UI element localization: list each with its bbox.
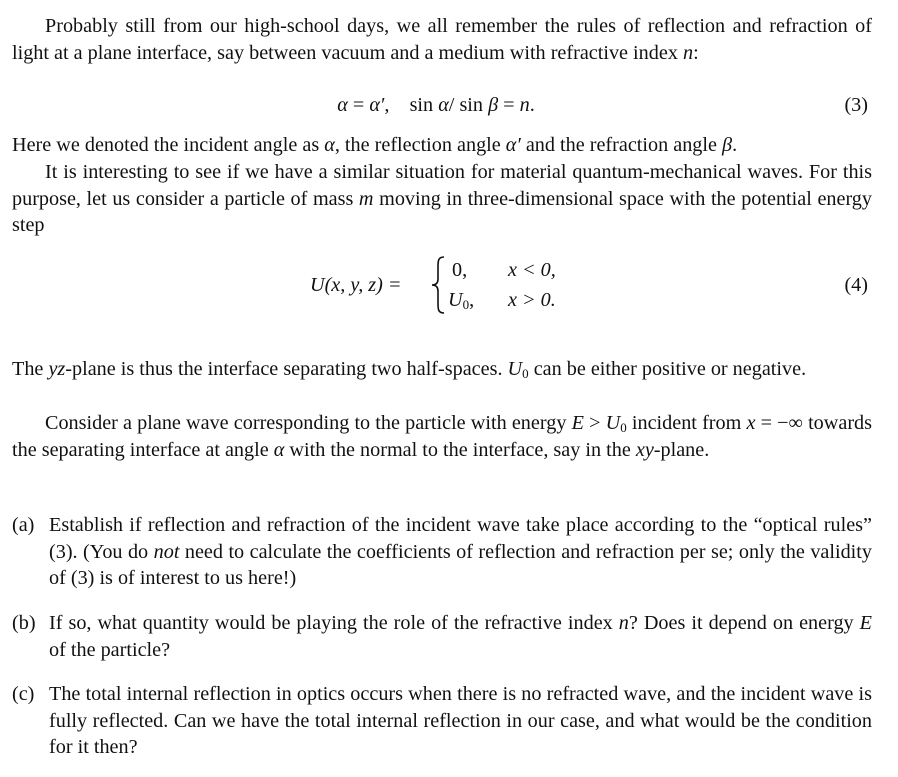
wave-U-sub: 0 [620, 420, 627, 435]
eq4-case2-cond: x > 0. [508, 289, 556, 311]
eq3-sin: sin [409, 94, 439, 116]
wave-E: E [571, 412, 584, 434]
angles-text-3: and the refraction angle [520, 134, 723, 156]
eq3-slash-sin: / sin [448, 94, 489, 116]
equation-3-body [6, 91, 866, 119]
angles-end: . [732, 134, 738, 156]
quantum-text-1: It is interesting to see if we have a similar situation for material quantum-mechanical waves. For this purpose, let us consider a particle of mass [12, 161, 872, 210]
angles-text-2: , the reflection angle [334, 134, 506, 156]
wave-text-1: Consider a plane wave corresponding to the particle with energy [45, 412, 572, 434]
intro-end: : [693, 41, 699, 64]
plane-text-1: -plane is thus the interface separating two half-spaces. [65, 358, 508, 380]
quantum-text-2: moving in three-dimensional space with the potential energy step [12, 187, 872, 237]
eq4-case2-value: $U_0$, [448, 289, 475, 312]
question-a [12, 512, 872, 592]
eq3-beta: β [488, 94, 499, 116]
eq4-lhs: U(x, y, z) = [310, 274, 402, 296]
quantum-m: m [358, 187, 374, 210]
angles-alpha: α [324, 134, 335, 156]
question-a-label: (a) [12, 514, 35, 536]
eq3-a: α [438, 94, 449, 116]
eq4-case1-value: 0, [452, 259, 468, 281]
question-c [12, 681, 872, 761]
equation-3-number: (3) [844, 94, 868, 116]
wave-text-2: incident from [626, 412, 747, 434]
question-b-n: n [618, 612, 629, 634]
brace-icon [430, 255, 446, 315]
question-b-label: (b) [12, 612, 36, 634]
plane-U: U [507, 358, 523, 380]
eq3-period: . [529, 94, 535, 116]
question-a-text: Establish if reflection and refraction of the incident wave take place according to the “optical rules” (3). (You do not need to calculate the coefficients of reflection and refraction per se; only the validity of (3) is of interest to us here!) [49, 514, 872, 590]
eq4-case1-cond: x < 0, [508, 259, 556, 281]
wave-eq: = −∞ towards the separating interface at angle [12, 412, 872, 461]
eq3-comma: , [384, 94, 410, 116]
eq3-n: n [519, 94, 530, 116]
question-c-text: The total internal reflection in optics occurs when there is no refracted wave, and the incident wave is fully reflected. Can we have the total internal reflection in our case, and what would be the condition for it then? [49, 683, 872, 759]
question-b-E: E [859, 612, 872, 634]
question-c-label: (c) [12, 683, 35, 705]
plane-U-sub: 0 [522, 366, 529, 381]
wave-text-3: with the normal to the interface, say in the [284, 438, 636, 461]
plane-paragraph: The yz-plane is thus the interface separating two half-spaces. $U_0$ can be either positive or negative. [12, 358, 807, 381]
equation-4 [12, 252, 872, 318]
plane-text-2: can be either positive or negative. [528, 358, 807, 380]
wave-paragraph [12, 410, 872, 463]
angles-text-1: Here we denoted the incident angle as [12, 134, 325, 156]
wave-xy: xy [635, 438, 654, 461]
question-a-emphasis: not [153, 540, 180, 563]
eq3-alpha-prime: α′ [369, 94, 385, 116]
wave-x: x [746, 412, 756, 434]
wave-alpha: α [273, 438, 285, 461]
var-n: n [682, 41, 694, 64]
equation-3 [12, 91, 872, 119]
wave-text-4: -plane. [653, 438, 710, 461]
wave-gt: > [583, 412, 606, 434]
angles-alpha-prime: α′ [505, 134, 521, 156]
quantum-paragraph [12, 159, 872, 239]
question-b [12, 610, 872, 663]
eq3-alpha: α [337, 94, 348, 116]
intro-text: Probably still from our high-school days, we all remember the rules of reflection and refraction of light at a plane interface, say between vacuum and a medium with refractive index [12, 15, 872, 64]
eq3-equals-2: = [498, 94, 520, 116]
plane-yz: yz [48, 358, 66, 380]
intro-paragraph [12, 13, 872, 66]
angles-beta: β [722, 134, 733, 156]
question-b-text: If so, what quantity would be playing the role of the refractive index n? Does it depend on energy E of the particle? [49, 612, 872, 661]
eq3-equals: = [347, 94, 370, 116]
wave-U: U [605, 412, 621, 434]
equation-4-number: (4) [844, 274, 868, 296]
angles-paragraph [12, 132, 872, 159]
